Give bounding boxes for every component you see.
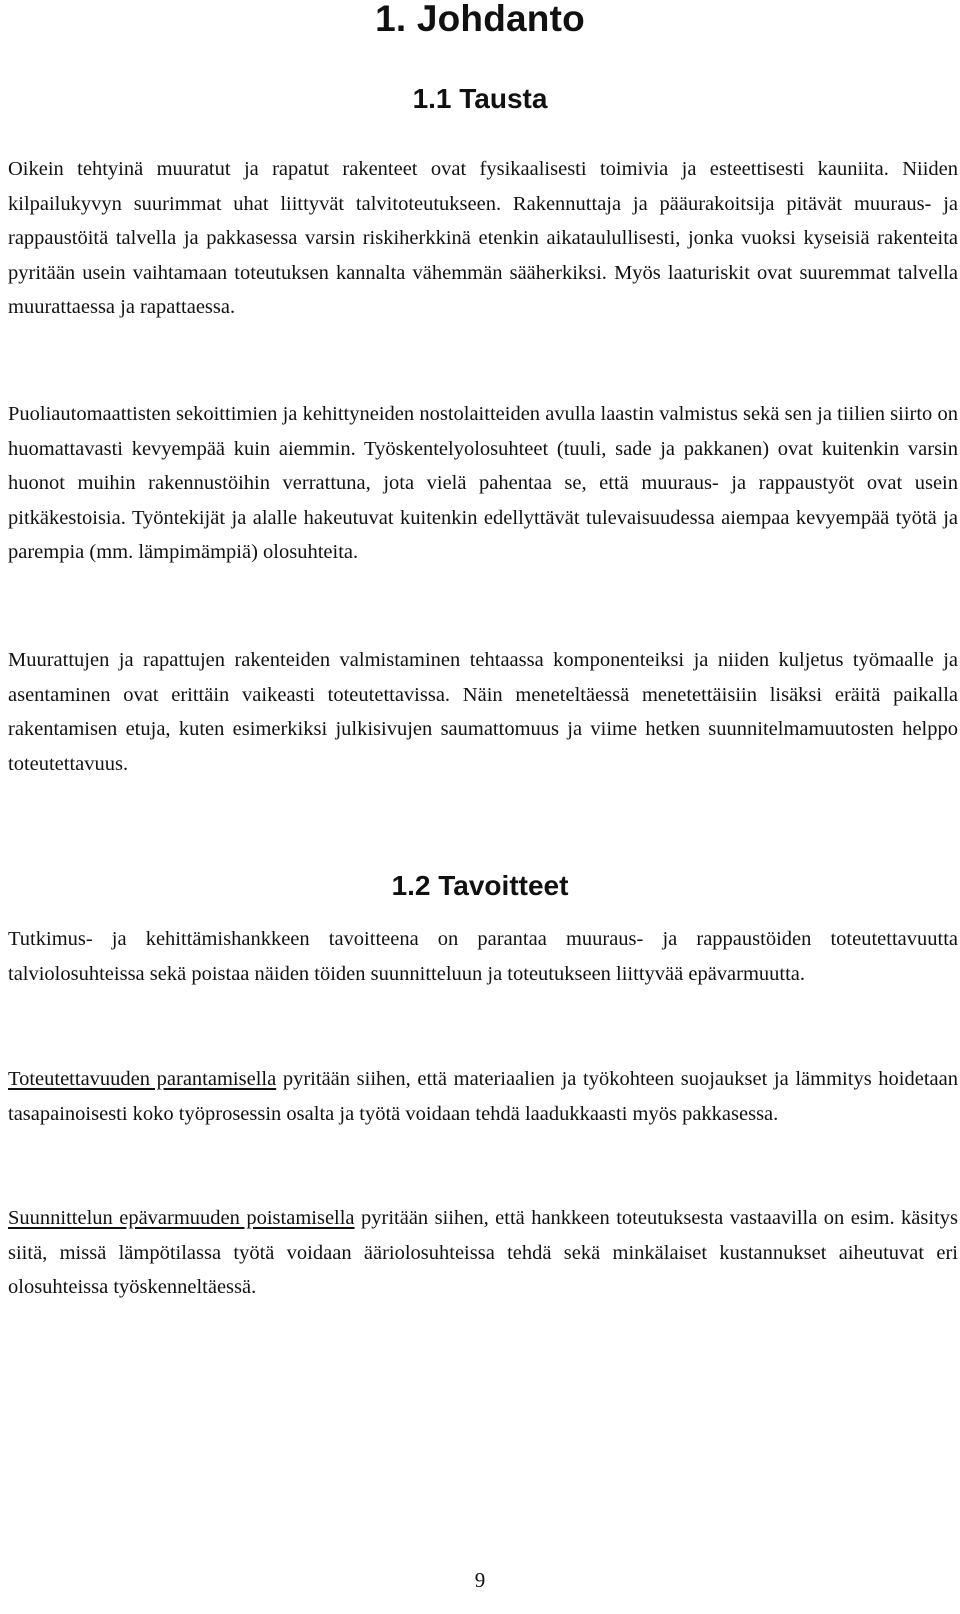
chapter-heading: 1. Johdanto xyxy=(375,0,585,39)
underlined-term-epavarmuus: Suunnittelun epävarmuuden poistamisella xyxy=(8,1207,355,1229)
page-number: 9 xyxy=(474,1568,486,1592)
paragraph-tausta-3: Muurattujen ja rapattujen rakenteiden valmistaminen tehtaassa komponenteiksi ja niiden kuljetus työmaalle ja asentaminen ovat erittäin vaikeasti toteutettavissa. Näin meneteltäessä menetettäisiin lisäksi eräitä paikalla rakentamisen etuja, kuten esimerkiksi julkisivujen saumattomuus ja viime hetken suunnitelmamuutosten helppo toteutettavuus. xyxy=(8,649,958,775)
section-heading-tavoitteet: 1.2 Tavoitteet xyxy=(391,870,569,901)
paragraph-tavoitteet-3 xyxy=(8,1201,958,1305)
paragraph-tavoitteet-1: Tutkimus- ja kehittämishankkeen tavoitteena on parantaa muuraus- ja rappaustöiden toteutettavuutta talviolosuhteissa sekä poistaa näiden töiden suunnitteluun ja toteutukseen liittyvää epävarmuutta. xyxy=(8,928,958,985)
paragraph-text: pyritään siihen, että hankkeen toteutuksesta vastaavilla on esim. käsitys siitä, missä lämpötilassa työtä voidaan ääriolosuhteissa tehdä sekä minkälaiset kustannukset aiheutuvat eri olosuhteissa työskenneltäessä. xyxy=(8,1207,958,1298)
underlined-term-toteutettavuus: Toteutettavuuden parantamisella xyxy=(8,1068,277,1090)
paragraph-tausta-2: Puoliautomaattisten sekoittimien ja kehittyneiden nostolaitteiden avulla laastin valmistus sekä sen ja tiilien siirto on huomattavasti kevyempää kuin aiemmin. Työskentelyolosuhteet (tuuli, sade ja pakkanen) ovat kuitenkin varsin huonot muihin rakennustöihin verrattuna, jota vielä pahentaa se, että muuraus- ja rappaustyöt ovat usein pitkäkestoisia. Työntekijät ja alalle hakeutuvat kuitenkin edellyttävät tulevaisuudessa aiempaa kevyempää työtä ja parempia (mm. lämpimämpiä) olosuhteita. xyxy=(8,403,958,563)
paragraph-tausta-1: Oikein tehtyinä muuratut ja rapatut rakenteet ovat fysikaalisesti toimivia ja esteettisesti kauniita. Niiden kilpailukyvyn suurimmat uhat liittyvät talvitoteutukseen. Rakennuttaja ja pääurakoitsija pitävät muuraus- ja rappaustöitä talvella ja pakkasessa varsin riskiherkkinä etenkin aikataulullisesti, jonka vuoksi kyseisiä rakenteita pyritään usein vaihtamaan toteutuksen kannalta vähemmän sääherkiksi. Myös laaturiskit ovat suuremmat talvella muurattaessa ja rapattaessa. xyxy=(8,158,958,318)
paragraph-tavoitteet-2 xyxy=(8,1062,958,1131)
section-heading-tausta: 1.1 Tausta xyxy=(412,83,548,114)
paragraph-text: pyritään siihen, että materiaalien ja työkohteen suojaukset ja lämmitys hoidetaan tasapainoisesti koko työprosessin osalta ja työtä voidaan tehdä laadukkaasti myös pakkasessa. xyxy=(8,1068,958,1125)
